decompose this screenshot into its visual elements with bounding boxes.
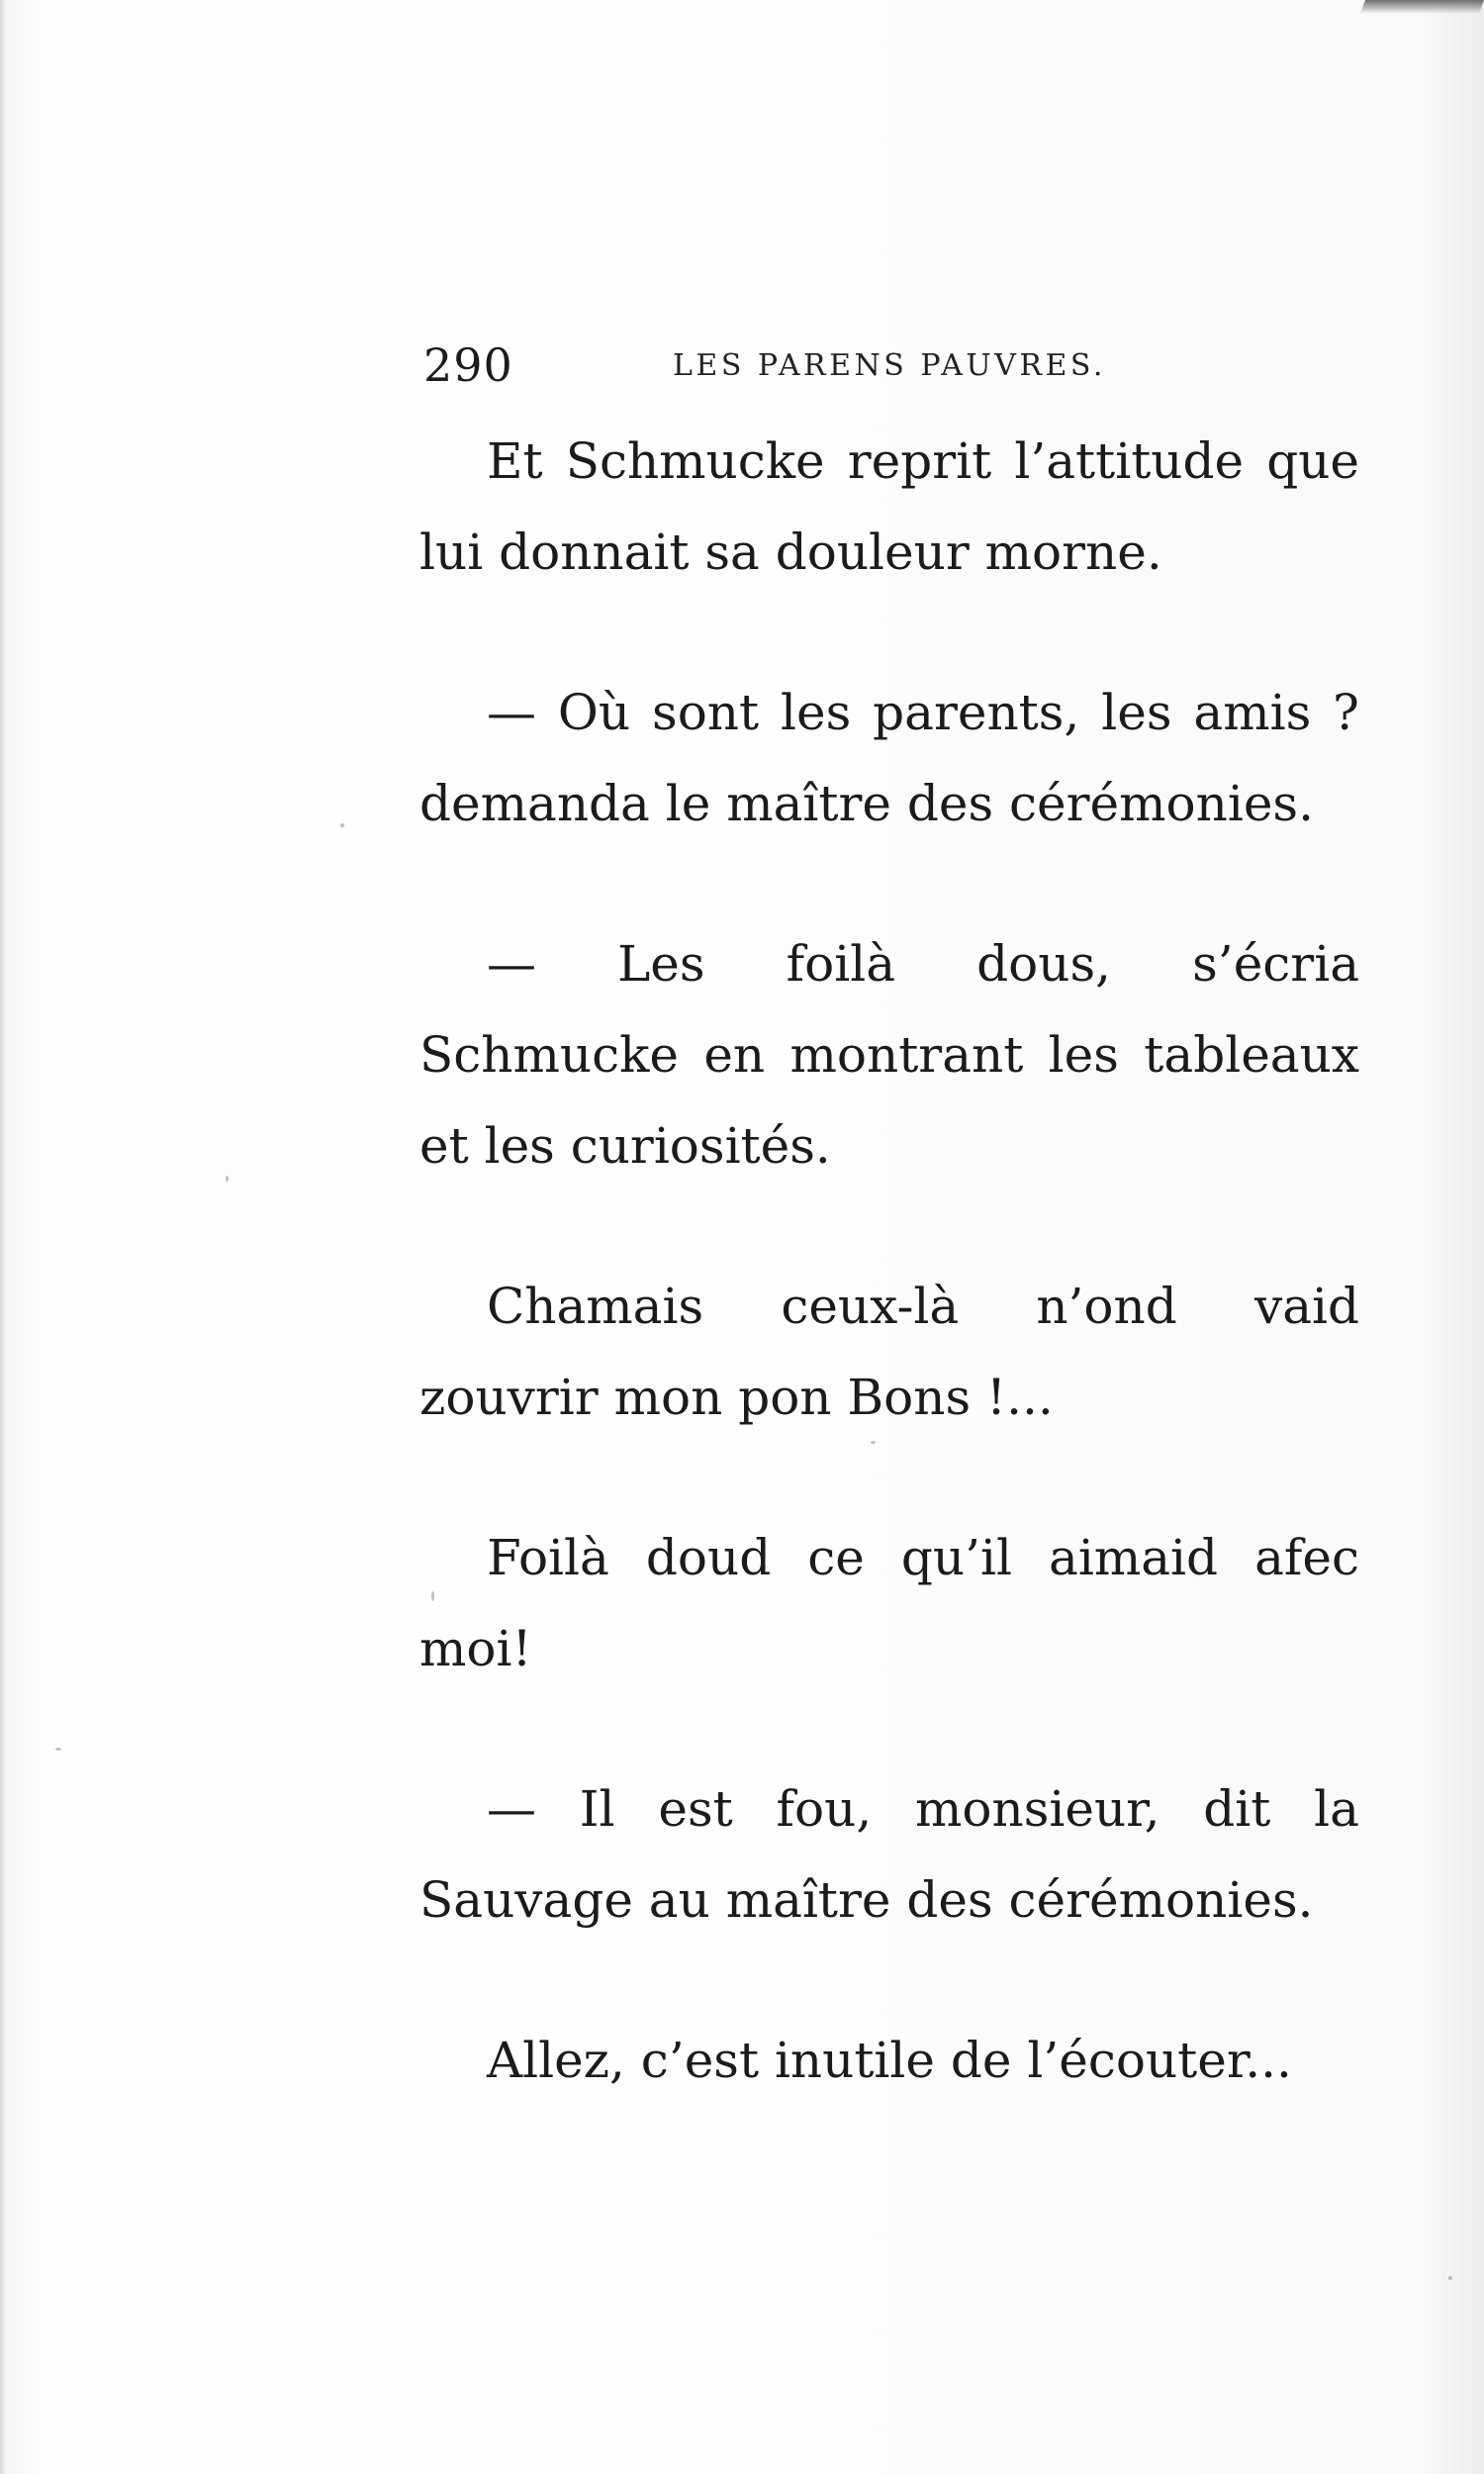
paragraph-6: — Il est fou, monsieur, dit la Sauvage au maître des cérémonies.: [419, 1780, 1359, 1929]
paper-speck: [226, 1176, 229, 1182]
body-text: [419, 416, 1359, 2106]
paragraph-2: — Où sont les parents, les amis ? demanda le maître des cérémonies.: [419, 684, 1359, 832]
paper-speck: [871, 1441, 876, 1444]
page-number: 290: [423, 338, 513, 392]
page-corner-shadow: [1360, 0, 1484, 14]
page-left-edge-shading: [0, 0, 6, 2474]
paper-speck: [431, 1591, 434, 1601]
paragraph-4: Chamais ceux-là n’ond vaid zouvrir mon pon Bons !...: [419, 1278, 1359, 1426]
paragraph-5: Foilà doud ce qu’il aimaid afec moi!: [419, 1529, 1359, 1677]
paragraph-1: Et Schmucke reprit l’attitude que lui donnait sa douleur morne.: [419, 432, 1359, 581]
page-header: [423, 338, 1136, 398]
running-title: LES PARENS PAUVRES.: [673, 348, 1106, 383]
paragraph-3: — Les foilà dous, s’écria Schmucke en montrant les tableaux et les curiosités.: [419, 935, 1359, 1175]
paper-speck: [55, 1748, 61, 1751]
paper-speck: [1448, 2276, 1452, 2280]
paragraph-7: Allez, c’est inutile de l’écouter...: [487, 2032, 1292, 2089]
paper-speck: [340, 823, 344, 827]
